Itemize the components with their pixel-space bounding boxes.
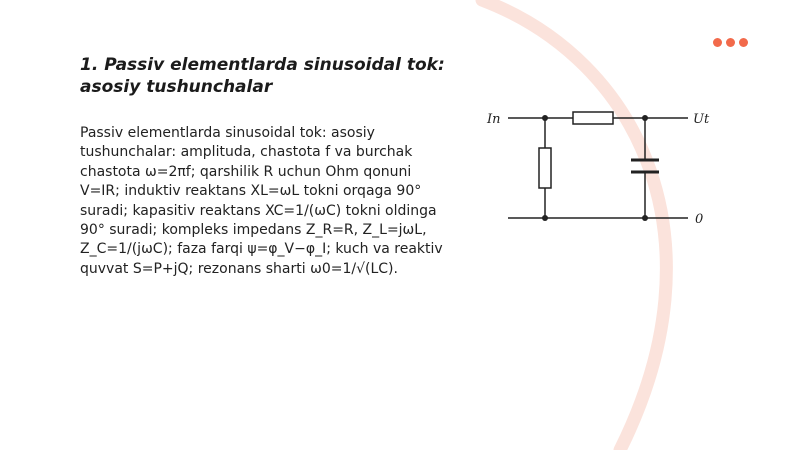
junction xyxy=(642,215,648,221)
junction xyxy=(542,115,548,121)
dot xyxy=(726,38,735,47)
ground-label: 0 xyxy=(695,212,704,227)
series-resistor xyxy=(573,112,613,124)
input-label: In xyxy=(487,112,501,127)
circuit-diagram xyxy=(478,96,728,236)
more-dots-icon xyxy=(713,38,748,47)
slide-body-text: Passiv elementlarda sinusoidal tok: asosiy tushunchalar: amplituda, chastota f va burchak chastota ω=2πf; qarshilik R uchun Ohm qonuni V=IR; induktiv reaktans XL=ωL tokni orqaga 90° suradi; kapasitiv reaktans XC=1/(ωC) tokni oldinga 90° suradi; kompleks impedans Z_R=R, Z_L=jωL, Z_C=1/(jωC); faza farqi ψ=φ_V−φ_I; kuch va reaktiv quvvat S=P+jQ; rezonans sharti ω0=1/√(LC). xyxy=(80,125,443,277)
junction xyxy=(642,115,648,121)
slide-title: 1. Passiv elementlarda sinusoidal tok: asosiy tushunchalar xyxy=(80,55,445,97)
shunt-resistor xyxy=(539,148,551,188)
dot xyxy=(713,38,722,47)
dot xyxy=(739,38,748,47)
junction xyxy=(542,215,548,221)
output-label: Ut xyxy=(693,112,710,127)
